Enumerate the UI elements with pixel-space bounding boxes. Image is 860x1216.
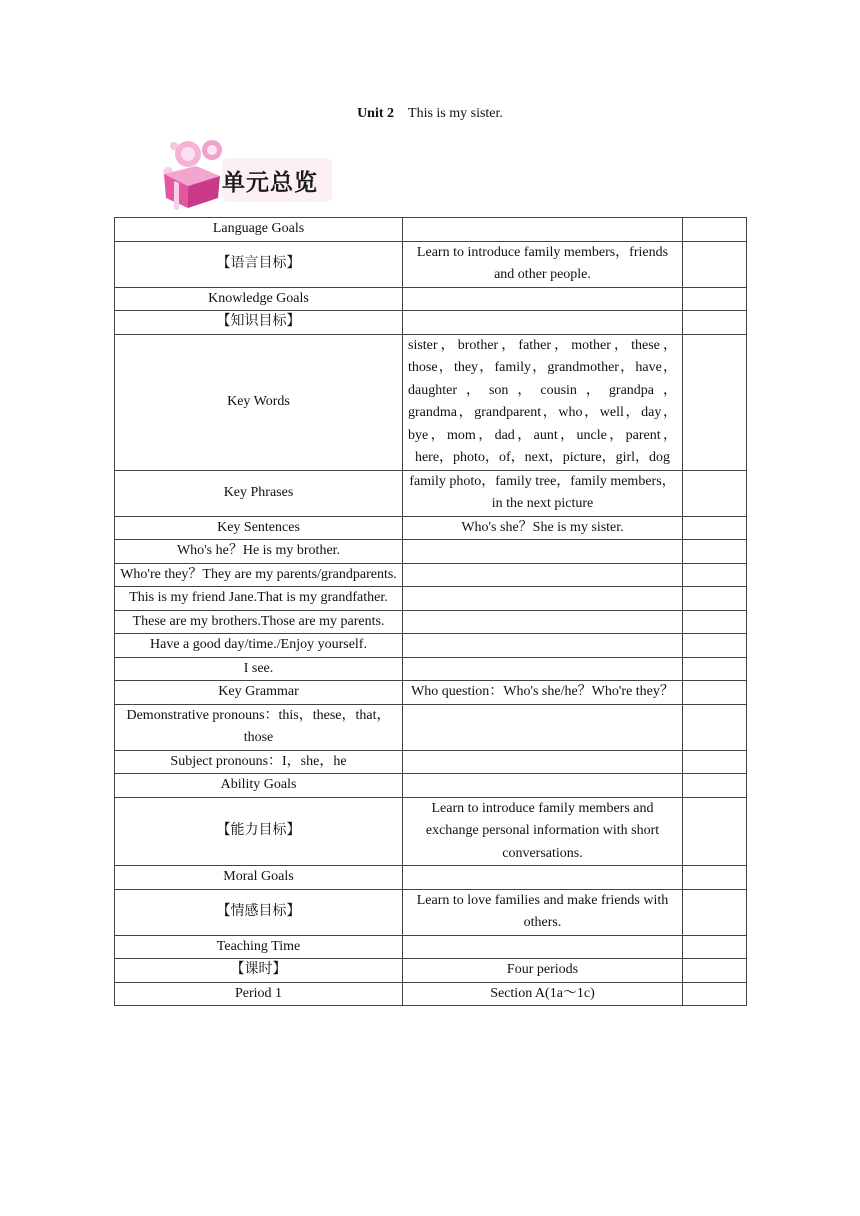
- table-cell: [683, 959, 747, 983]
- table-row: [115, 334, 747, 470]
- table-cell: [683, 704, 747, 750]
- table-cell: Who's he？He is my brother.: [115, 540, 403, 564]
- table-row: [115, 563, 747, 587]
- table-row: [115, 889, 747, 935]
- table-cell: I see.: [115, 657, 403, 681]
- table-cell: [683, 750, 747, 774]
- table-cell: Ability Goals: [115, 774, 403, 798]
- table-cell: Learn to introduce family members and exchange personal information with short conversations.: [403, 797, 683, 866]
- table-cell: [403, 750, 683, 774]
- table-cell: [683, 540, 747, 564]
- table-cell: [403, 540, 683, 564]
- table-row: [115, 516, 747, 540]
- table-cell: 【知识目标】: [115, 311, 403, 335]
- table-cell: [683, 563, 747, 587]
- table-row: [115, 657, 747, 681]
- table-cell: Moral Goals: [115, 866, 403, 890]
- table-cell: This is my friend Jane.That is my grandfather.: [115, 587, 403, 611]
- table-cell: Who're they？They are my parents/grandparents.: [115, 563, 403, 587]
- table-cell: Key Phrases: [115, 470, 403, 516]
- table-row: [115, 959, 747, 983]
- table-cell: Section A(1a～1c): [403, 982, 683, 1006]
- table-cell: Have a good day/time./Enjoy yourself.: [115, 634, 403, 658]
- table-cell: [403, 287, 683, 311]
- table-cell: [403, 657, 683, 681]
- table-cell: [403, 866, 683, 890]
- table-row: [115, 610, 747, 634]
- table-row: [115, 797, 747, 866]
- table-cell: 【能力目标】: [115, 797, 403, 866]
- table-cell: [683, 657, 747, 681]
- table-cell: [683, 866, 747, 890]
- table-cell: Demonstrative pronouns：this，these，that，those: [115, 704, 403, 750]
- table-cell: 【情感目标】: [115, 889, 403, 935]
- table-row: [115, 750, 747, 774]
- unit-label: Unit 2: [357, 106, 395, 121]
- table-cell: [683, 610, 747, 634]
- table-row: [115, 218, 747, 242]
- table-cell: Period 1: [115, 982, 403, 1006]
- table-row: [115, 311, 747, 335]
- table-cell: Teaching Time: [115, 935, 403, 959]
- table-cell: Learn to love families and make friends with others.: [403, 889, 683, 935]
- table-cell: sister，brother，father，mother，these，those，they，family，grandmother，have，daughter，son，cousin，grandpa，grandma，grandparent，who，well，day，bye，mom，dad，aunt，uncle，parent，here，photo，of，next，picture，girl，dog: [403, 334, 683, 470]
- table-row: [115, 681, 747, 705]
- table-row: [115, 241, 747, 287]
- unit-title: This is my sister.: [408, 106, 503, 121]
- table-row: [115, 935, 747, 959]
- table-cell: family photo，family tree，family members，in the next picture: [403, 470, 683, 516]
- unit-overview-banner: [160, 136, 332, 210]
- table-cell: [683, 587, 747, 611]
- table-row: [115, 982, 747, 1006]
- table-cell: Key Words: [115, 334, 403, 470]
- table-cell: [403, 610, 683, 634]
- table-cell: [403, 563, 683, 587]
- table-cell: 【语言目标】: [115, 241, 403, 287]
- table-cell: Knowledge Goals: [115, 287, 403, 311]
- table-cell: Who's she？She is my sister.: [403, 516, 683, 540]
- table-cell: These are my brothers.Those are my parents.: [115, 610, 403, 634]
- table-cell: Key Grammar: [115, 681, 403, 705]
- table-cell: [683, 889, 747, 935]
- table-cell: [683, 470, 747, 516]
- table-row: [115, 540, 747, 564]
- table-cell: [683, 241, 747, 287]
- table-cell: [683, 516, 747, 540]
- table-row: [115, 470, 747, 516]
- table-row: [115, 704, 747, 750]
- table-cell: 【课时】: [115, 959, 403, 983]
- table-cell: [683, 774, 747, 798]
- table-cell: [683, 287, 747, 311]
- document-title: [0, 106, 860, 122]
- table-cell: [683, 311, 747, 335]
- table-cell: [403, 218, 683, 242]
- table-row: [115, 587, 747, 611]
- table-cell: [403, 311, 683, 335]
- table-cell: [683, 334, 747, 470]
- table-cell: [683, 797, 747, 866]
- table-cell: [403, 774, 683, 798]
- table-cell: Who question：Who's she/he？Who're they？: [403, 681, 683, 705]
- table-row: [115, 866, 747, 890]
- table-row: [115, 287, 747, 311]
- table-cell: [683, 681, 747, 705]
- table-cell: Learn to introduce family members，friends and other people.: [403, 241, 683, 287]
- table-cell: [683, 982, 747, 1006]
- table-cell: Key Sentences: [115, 516, 403, 540]
- table-row: [115, 774, 747, 798]
- table-cell: [683, 935, 747, 959]
- table-cell: [683, 218, 747, 242]
- table-cell: Language Goals: [115, 218, 403, 242]
- table-cell: [683, 634, 747, 658]
- table-cell: [403, 704, 683, 750]
- unit-overview-table: [114, 217, 747, 1006]
- table-cell: Four periods: [403, 959, 683, 983]
- table-cell: [403, 587, 683, 611]
- table-cell: [403, 935, 683, 959]
- banner-title: 单元总览: [222, 170, 318, 196]
- table-row: [115, 634, 747, 658]
- table-body: [115, 218, 747, 1006]
- table-cell: [403, 634, 683, 658]
- table-cell: Subject pronouns：I，she，he: [115, 750, 403, 774]
